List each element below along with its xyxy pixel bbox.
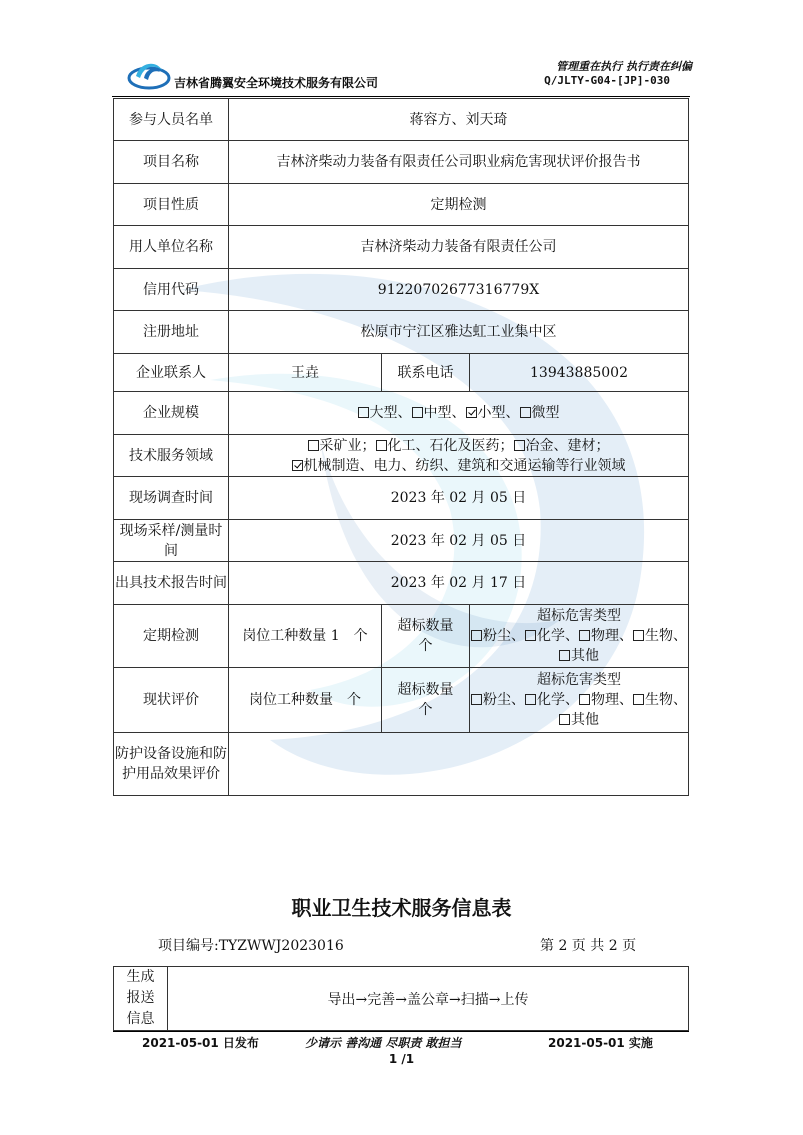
address-label: 注册地址 [114, 311, 229, 354]
participants-value: 蒋容方、刘天琦 [229, 99, 689, 141]
phone-value: 13943885002 [470, 354, 689, 392]
address-value: 松原市宁江区雅达虹工业集中区 [229, 311, 689, 354]
project-nature-label: 项目性质 [114, 184, 229, 226]
table-row [114, 435, 689, 477]
send-info-table [113, 966, 689, 1031]
periodic-exceed [382, 605, 470, 668]
hazard-option-label: 化学、 [537, 628, 579, 644]
footer-motto: 少请示 善沟通 尽职责 敢担当 [305, 1036, 462, 1050]
hazard-biological-checkbox[interactable] [633, 630, 644, 641]
hazard-option-label: 粉尘、 [483, 628, 525, 644]
participants-label: 参与人员名单 [114, 99, 229, 141]
table-row [114, 668, 689, 733]
hazard-option-label: 粉尘、 [483, 692, 525, 708]
status-hazards [470, 668, 689, 733]
protection-label: 防护设备设施和防护用品效果评价 [114, 733, 229, 796]
hazard-other-checkbox[interactable] [559, 714, 570, 725]
status-label: 现状评价 [114, 668, 229, 733]
table-row [114, 520, 689, 562]
field-option-label: 冶金、建材； [525, 437, 610, 454]
project-nature-value: 定期检测 [229, 184, 689, 226]
publish-date: 2021-05-01 日发布 [142, 1036, 259, 1050]
table-row [114, 226, 689, 269]
hazard-type-label: 超标危害类型 [537, 608, 621, 624]
field-machinery-checkbox[interactable] [292, 460, 303, 471]
exceed-unit: 个 [418, 702, 433, 718]
credit-code-value: 91220702677316779X [229, 269, 689, 311]
scale-small-checkbox[interactable] [466, 407, 477, 418]
scale-option-label: 大型、 [369, 405, 412, 421]
field-label: 技术服务领域 [114, 435, 229, 477]
field-option-label: 采矿业； [319, 437, 376, 454]
table-row [114, 562, 689, 605]
contact-label: 企业联系人 [114, 354, 229, 392]
sampling-time-label: 现场采样/测量时间 [114, 520, 229, 562]
hazard-option-label: 物理、 [591, 692, 633, 708]
hazard-physical-checkbox[interactable] [579, 694, 590, 705]
project-name-label: 项目名称 [114, 141, 229, 184]
contact-value: 王垚 [229, 354, 382, 392]
scale-large-checkbox[interactable] [358, 407, 369, 418]
hazard-chemical-checkbox[interactable] [525, 630, 536, 641]
table-row [114, 99, 689, 141]
page-title: 职业卫生技术服务信息表 [291, 896, 512, 920]
send-flow: 导出→完善→盖公章→扫描→上传 [168, 967, 689, 1031]
field-option-label: 机械制造、电力、纺织、建筑和交通运输等行业领域 [303, 457, 626, 474]
hazard-biological-checkbox[interactable] [633, 694, 644, 705]
hazard-option-label: 其他 [571, 648, 599, 664]
table-row [114, 477, 689, 520]
scale-options [229, 392, 689, 435]
hazard-physical-checkbox[interactable] [579, 630, 590, 641]
scale-micro-checkbox[interactable] [520, 407, 531, 418]
table-row [114, 269, 689, 311]
implement-date: 2021-05-01 实施 [548, 1036, 653, 1050]
hazard-option-label: 化学、 [537, 692, 579, 708]
periodic-label: 定期检测 [114, 605, 229, 668]
page-indicator: 第 2 页 共 2 页 [540, 938, 637, 954]
field-mining-checkbox[interactable] [308, 440, 319, 451]
table-row [114, 354, 689, 392]
employer-value: 吉林济柴动力装备有限责任公司 [229, 226, 689, 269]
exceed-label: 超标数量 [397, 682, 454, 698]
sampling-time-value: 2023 年 02 月 05 日 [229, 520, 689, 562]
footer-divider [113, 1031, 689, 1032]
periodic-posts: 岗位工种数量 1 个 [229, 605, 382, 668]
survey-time-value: 2023 年 02 月 05 日 [229, 477, 689, 520]
table-row [114, 733, 689, 796]
status-posts: 岗位工种数量 个 [229, 668, 382, 733]
company-logo-icon [126, 56, 172, 90]
scale-medium-checkbox[interactable] [412, 407, 423, 418]
exceed-unit: 个 [418, 638, 433, 654]
table-row [114, 967, 689, 1031]
scale-option-label: 中型、 [423, 405, 466, 421]
header-slogan: 管理重在执行 执行责在纠偏 [556, 60, 692, 73]
report-time-value: 2023 年 02 月 17 日 [229, 562, 689, 605]
hazard-chemical-checkbox[interactable] [525, 694, 536, 705]
table-row [114, 184, 689, 226]
company-name: 吉林省腾翼安全环境技术服务有限公司 [174, 76, 379, 90]
hazard-option-label: 物理、 [591, 628, 633, 644]
periodic-hazards [470, 605, 689, 668]
phone-label: 联系电话 [382, 354, 470, 392]
status-exceed [382, 668, 470, 733]
send-info-label-text: 生成报送信息 [126, 969, 155, 1027]
field-chemical-checkbox[interactable] [376, 440, 387, 451]
field-options [229, 435, 689, 477]
exceed-label: 超标数量 [397, 618, 454, 634]
hazard-option-label: 生物、 [645, 692, 687, 708]
project-number: 项目编号:TYZWWJ2023016 [158, 938, 344, 954]
project-name-value: 吉林济柴动力装备有限责任公司职业病危害现状评价报告书 [229, 141, 689, 184]
hazard-option-label: 其他 [571, 712, 599, 728]
send-info-label [114, 967, 168, 1031]
scale-option-label: 微型 [531, 405, 560, 421]
table-row [114, 605, 689, 668]
credit-code-label: 信用代码 [114, 269, 229, 311]
scale-label: 企业规模 [114, 392, 229, 435]
field-metallurgy-checkbox[interactable] [514, 440, 525, 451]
table-row [114, 311, 689, 354]
protection-value [229, 733, 689, 796]
scale-option-label: 小型、 [477, 405, 520, 421]
employer-label: 用人单位名称 [114, 226, 229, 269]
hazard-option-label: 生物、 [645, 628, 687, 644]
table-row [114, 392, 689, 435]
hazard-type-label: 超标危害类型 [537, 672, 621, 688]
table-row [114, 141, 689, 184]
survey-time-label: 现场调查时间 [114, 477, 229, 520]
hazard-other-checkbox[interactable] [559, 650, 570, 661]
document-number: Q/JLTY-G04-[JP]-030 [544, 74, 670, 87]
hazard-dust-checkbox[interactable] [471, 630, 482, 641]
header-divider [112, 96, 690, 97]
report-time-label: 出具技术报告时间 [114, 562, 229, 605]
service-info-table [113, 98, 689, 796]
hazard-dust-checkbox[interactable] [471, 694, 482, 705]
page-number: 1 /1 [388, 1052, 415, 1066]
page-header [112, 52, 692, 98]
field-option-label: 化工、石化及医药； [387, 437, 514, 454]
